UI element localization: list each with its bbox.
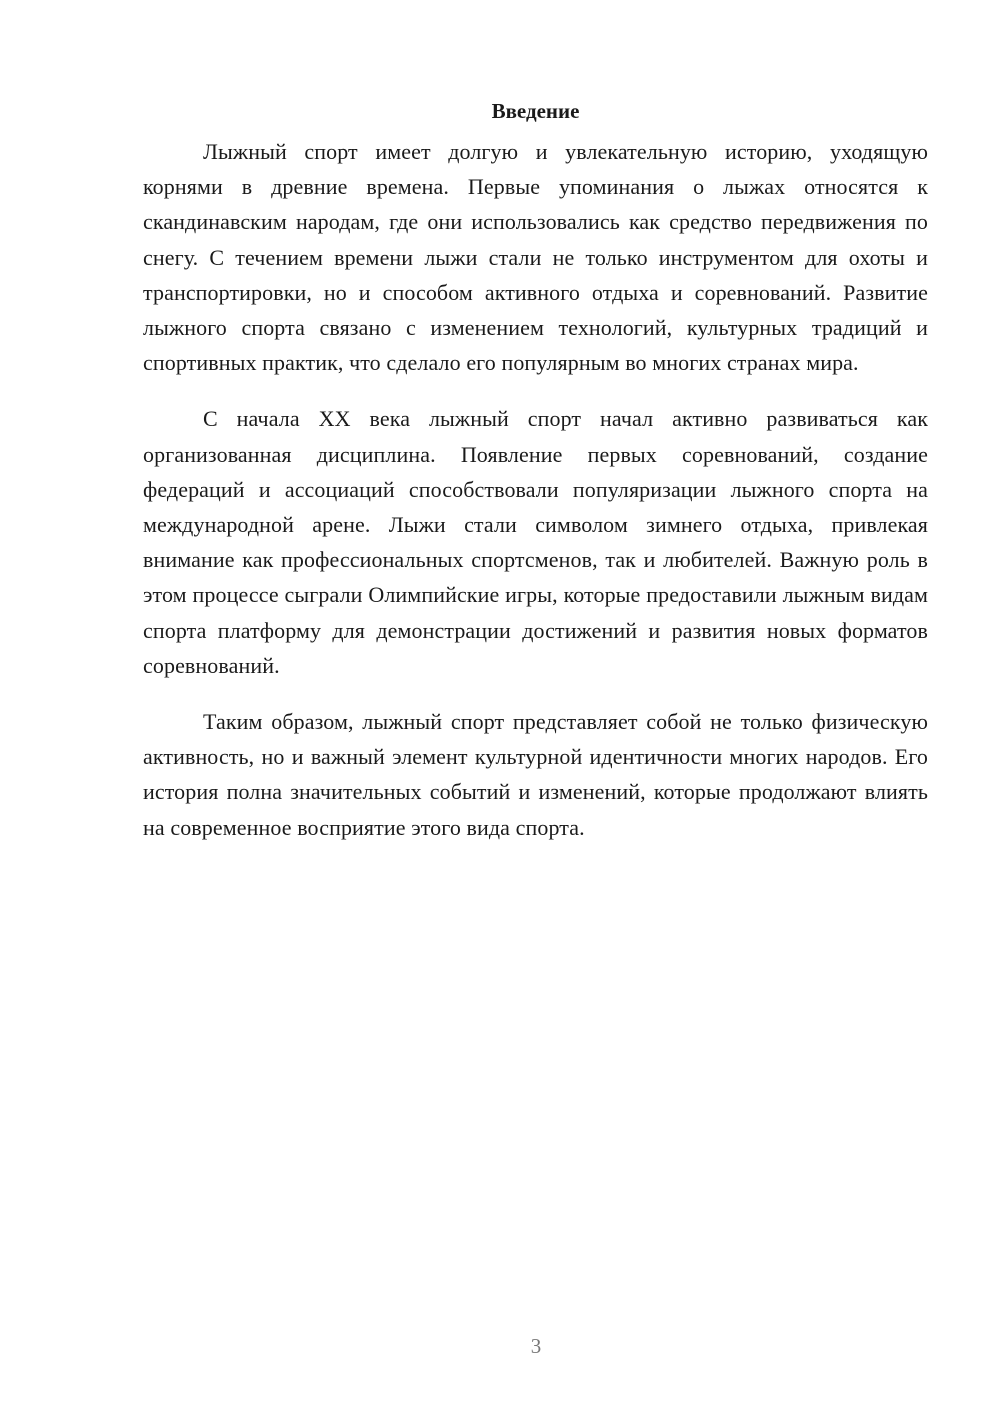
section-title: Введение [491, 99, 580, 123]
paragraph-3: Таким образом, лыжный спорт представляет собой не только физическую активность, но и важный элемент культурной идентичности многих народов. Его история полна значительных событий и изменений, которые продолжают влиять на современное восприятие этого вида спорта. [143, 709, 928, 840]
page-number: 3 [530, 1334, 542, 1358]
paragraph-2: С начала XX века лыжный спорт начал активно развиваться как организованная дисциплина. Появление первых соревнований, создание федераций и ассоциаций способствовали популяризации лыжного спорта на международной арене. Лыжи стали символом зимнего отдыха, привлекая внимание как профессиональных спортсменов, так и любителей. Важную роль в этом процессе сыграли Олимпийские игры, которые предоставили лыжным видам спорта платформу для демонстрации достижений и развития новых форматов соревнований. [143, 406, 928, 678]
page-content [143, 96, 928, 866]
paragraph-1: Лыжный спорт имеет долгую и увлекательную историю, уходящую корнями в древние времена. Первые упоминания о лыжах относятся к скандинавским народам, где они использовались как средство передвижения по снегу. С течением времени лыжи стали не только инструментом для охоты и транспортировки, но и способом активного отдыха и соревнований. Развитие лыжного спорта связано с изменением технологий, культурных традиций и спортивных практик, что сделало его популярным во многих странах мира. [143, 139, 928, 376]
